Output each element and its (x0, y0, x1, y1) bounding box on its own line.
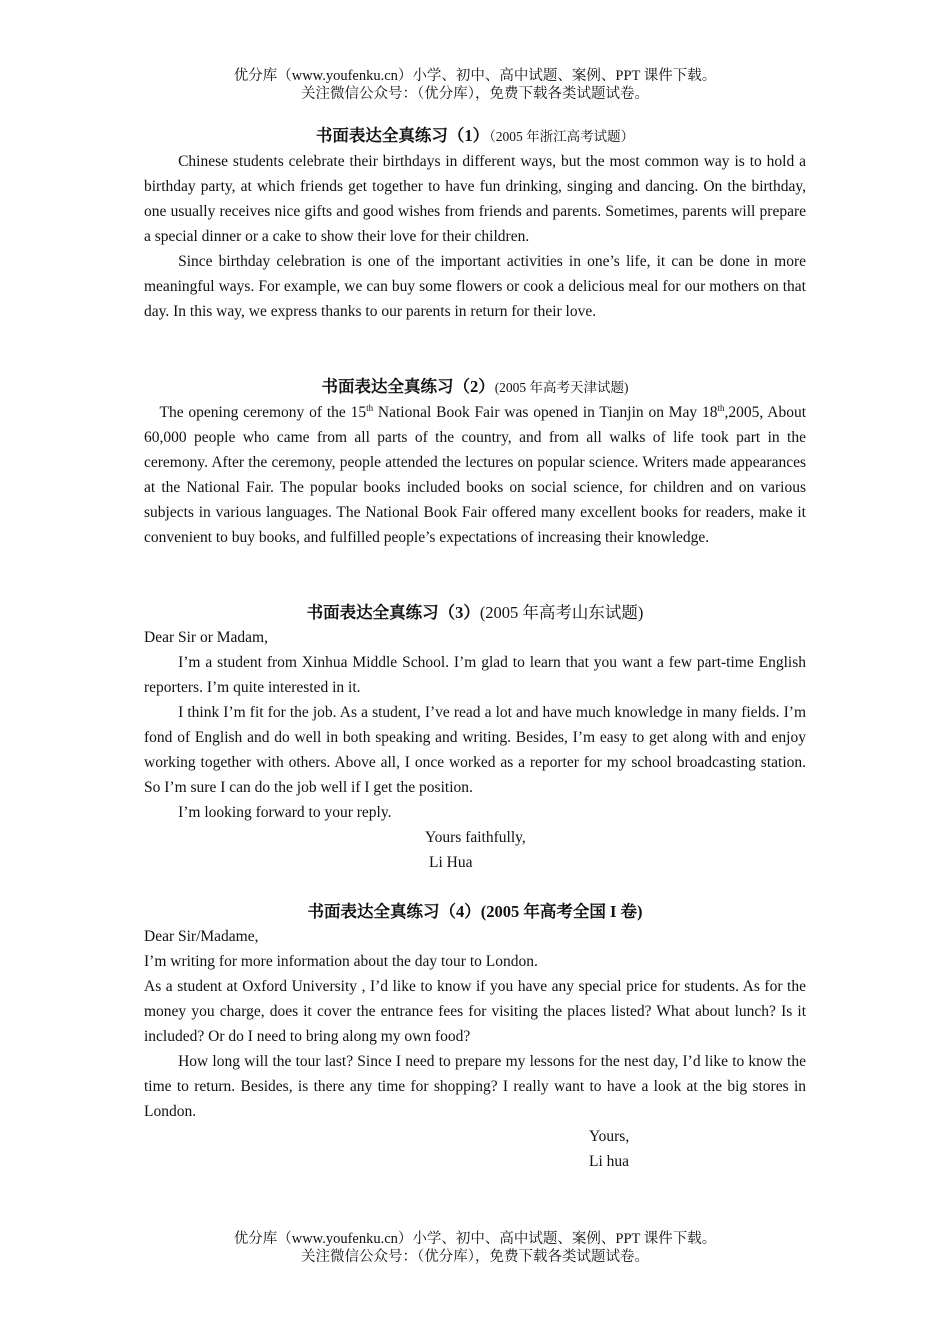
header-line-1: 优分库（www.youfenku.cn）小学、初中、高中试题、案例、PPT 课件下载。 (233, 68, 717, 84)
ordinal-suffix: th (366, 402, 374, 413)
section2-paragraph-1 (144, 400, 806, 550)
spacer (144, 324, 806, 374)
section1-title (144, 123, 806, 149)
section3-paragraph-3: I’m looking forward to your reply. (178, 804, 392, 821)
section2-text-a: The opening ceremony of the 15 (159, 404, 367, 421)
section4-title (144, 899, 806, 924)
section3-year: (2005 年高考山东试题) (479, 603, 644, 622)
footer-line-2: 关注微信公众号：（优分库），免费下载各类试题试卷。 (301, 1249, 649, 1265)
page-header (0, 67, 950, 103)
section2-text-b: National Book Fair was opened in Tianjin on May 18 (373, 404, 718, 421)
section3-greeting: Dear Sir or Madam, (144, 629, 268, 646)
section4-paragraph-1: I’m writing for more information about the day tour to London. (144, 953, 538, 970)
section4-closing: Yours, (589, 1128, 630, 1145)
header-line-2: 关注微信公众号：（优分库），免费下载各类试题试卷。 (301, 86, 649, 102)
section3-paragraph-1: I’m a student from Xinhua Middle School. I’m glad to learn that you want a few part-time English reporters. I’m quite interested in it. (144, 654, 806, 696)
section2-title-text: 书面表达全真练习（2） (321, 377, 495, 396)
section2-text-c: ,2005, About 60,000 people who came from all parts of the country, and from all walks of life took part in the ceremony. After the ceremony, people attended the lectures on popular science. Writers made appearances at the National Fair. The popular books included books on social science, for children and on various subjects in various languages. The National Book Fair offered many excellent books for readers, make it convenient to buy books, and fulfilled people’s expectations of increasing their knowledge. (144, 404, 806, 546)
footer-line-1: 优分库（www.youfenku.cn）小学、初中、高中试题、案例、PPT 课件下载。 (233, 1231, 717, 1247)
spacer (144, 550, 806, 600)
section3-title (144, 600, 806, 625)
section2-title (144, 374, 806, 400)
section3-closing: Yours faithfully, (425, 829, 526, 846)
section4-paragraph-2: As a student at Oxford University , I’d like to know if you have any special price for students. As for the money you charge, does it cover the entrance fees for visiting the places listed? What about lunch? Is it included? Or do I need to bring along my own food? (144, 978, 806, 1045)
spacer (144, 875, 806, 899)
section3-title-text: 书面表达全真练习（3） (306, 603, 480, 622)
document-body (144, 123, 806, 1174)
section2-year: (2005 年高考天津试题) (494, 380, 629, 395)
section4-greeting: Dear Sir/Madame, (144, 928, 259, 945)
section4-signature: Li hua (589, 1153, 630, 1170)
ordinal-suffix: th (717, 402, 725, 413)
page-footer (0, 1230, 950, 1266)
section1-title-text: 书面表达全真练习（1） (315, 126, 490, 145)
section1-paragraph-2: Since birthday celebration is one of the important activities in one’s life, it can be done in more meaningful ways. For example, we can buy some flowers or cook a delicious meal for our mothers on that day. In this way, we express thanks to our parents in return for their love. (144, 253, 806, 320)
section4-paragraph-3: How long will the tour last? Since I need to prepare my lessons for the nest day, I’d like to know the time to return. Besides, is there any time for shopping? I really want to have a look at the big stores in London. (144, 1053, 806, 1120)
section3-paragraph-2: I think I’m fit for the job. As a student, I’ve read a lot and have much knowledge in many fields. I’m fond of English and do well in both speaking and writing. Besides, I’m easy to get along with and enjoy working together with others. Above all, I once worked as a reporter for my school broadcasting station. So I’m sure I can do the job well if I get the position. (144, 704, 806, 796)
section3-signature: Li Hua (429, 854, 473, 871)
section1-year: （2005 年浙江高考试题） (489, 129, 635, 144)
section4-title-text: 书面表达全真练习（4）(2005 年高考全国 I 卷) (307, 902, 643, 921)
section1-paragraph-1: Chinese students celebrate their birthdays in different ways, but the most common way is to hold a birthday party, at which friends get together to have fun drinking, singing and dancing. On the birthday, one usually receives nice gifts and good wishes from friends and parents. Sometimes, parents will prepare a special dinner or a cake to show their love for their children. (144, 153, 806, 245)
